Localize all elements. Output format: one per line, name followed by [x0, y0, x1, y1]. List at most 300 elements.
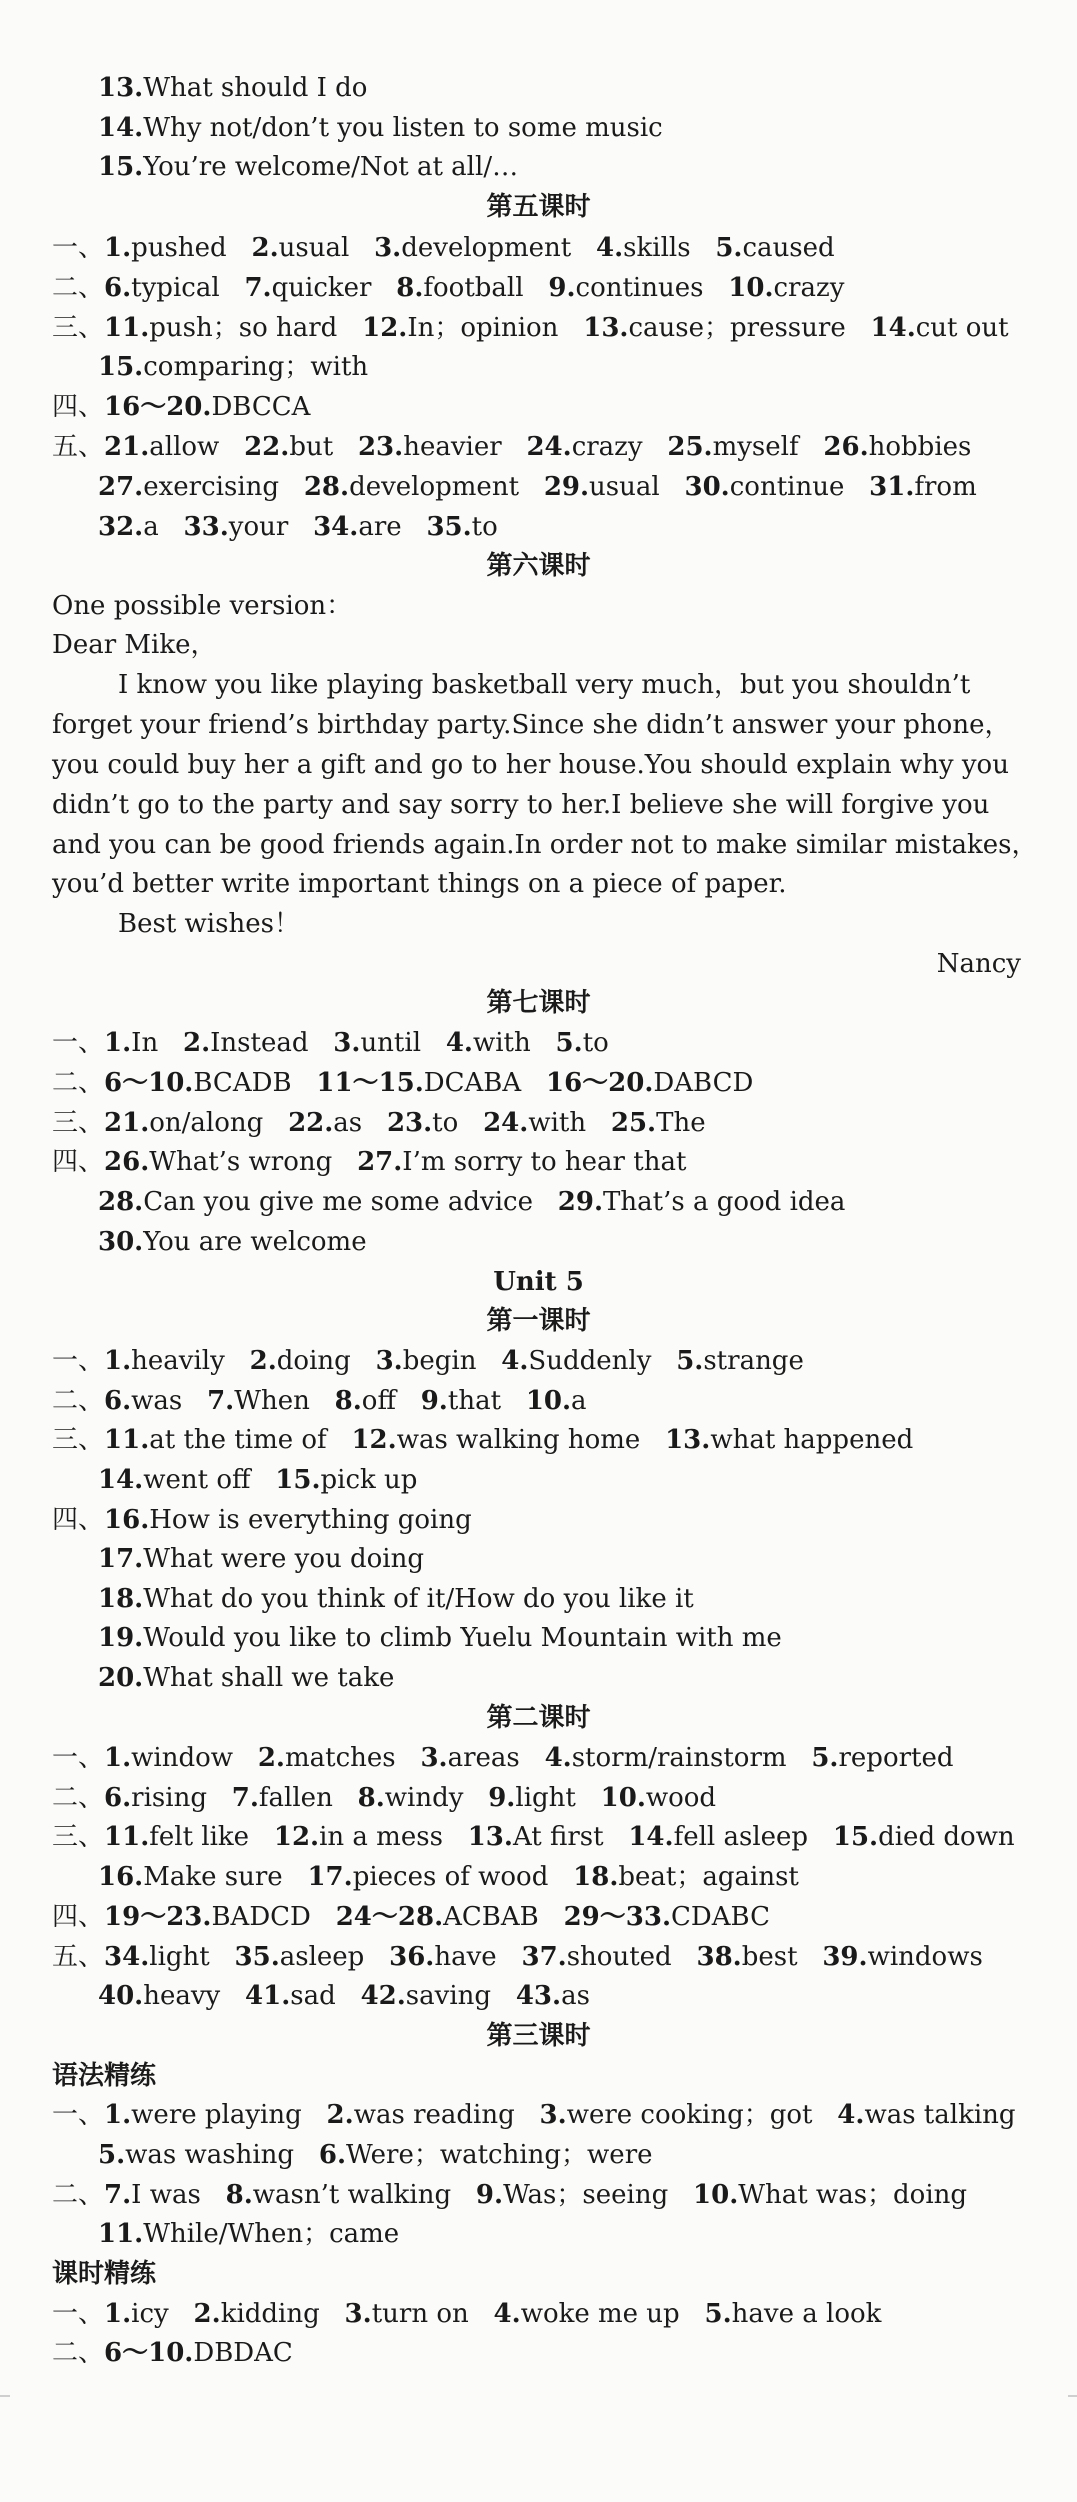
- answer-line: [98, 1583, 694, 1615]
- section-number: 三、: [52, 1108, 105, 1138]
- answer-line: [52, 391, 310, 423]
- answer-text: your: [228, 512, 314, 542]
- question-number: 7.: [104, 2180, 132, 2210]
- answer-line: [52, 312, 1009, 344]
- question-number: 9.: [488, 1783, 516, 1813]
- section-number: 二、: [52, 1386, 105, 1416]
- answer-text: At first: [512, 1822, 629, 1852]
- answer-line: [52, 1385, 587, 1417]
- answer-line: [98, 1543, 424, 1575]
- answer-text: Were；watching；were: [346, 2140, 653, 2170]
- answer-line: [98, 1622, 782, 1654]
- question-number: 12.: [273, 1822, 320, 1852]
- question-number: 2.: [182, 1028, 211, 1058]
- answer-text: doing: [276, 1346, 376, 1376]
- answer-text: What’s wrong: [149, 1147, 358, 1177]
- question-number: 14.: [628, 1822, 674, 1852]
- question-number: 10.: [525, 1386, 572, 1416]
- question-number: 24～28.: [335, 1902, 444, 1932]
- question-number: 14.: [98, 113, 144, 143]
- question-number: 28.: [303, 472, 350, 502]
- answer-text: until: [360, 1028, 446, 1058]
- answer-text: beat；against: [618, 1862, 799, 1892]
- answer-text: comparing；with: [143, 352, 369, 382]
- answer-line: [98, 112, 663, 144]
- question-number: 14.: [98, 1465, 144, 1495]
- scan-edge-mark: [0, 2395, 10, 2397]
- question-number: 2.: [257, 1743, 285, 1773]
- question-number: 8.: [334, 1386, 362, 1416]
- question-number: 30.: [98, 1227, 144, 1257]
- answer-text: hobbies: [868, 432, 972, 462]
- essay-line: and you can be good friends again.In order not to make similar mistakes，: [52, 830, 1038, 860]
- answer-text: reported: [838, 1743, 954, 1773]
- answer-text: off: [361, 1386, 421, 1416]
- section-number: 二、: [52, 2180, 105, 2210]
- question-number: 12.: [351, 1425, 397, 1455]
- question-number: 29.: [557, 1187, 604, 1217]
- answer-line: [98, 511, 498, 543]
- answer-text: ACBAB: [443, 1902, 564, 1932]
- answer-text: have a look: [731, 2299, 882, 2329]
- question-number: 7.: [207, 1386, 235, 1416]
- answer-text: Suddenly: [528, 1346, 677, 1376]
- answer-text: a: [571, 1386, 587, 1416]
- essay-greeting: Dear Mike，: [52, 630, 217, 660]
- question-number: 25.: [667, 432, 713, 462]
- answer-text: BADCD: [211, 1902, 336, 1932]
- answer-text: icy: [131, 2299, 194, 2329]
- answer-line: [52, 1742, 954, 1774]
- answer-line: [52, 2099, 1016, 2131]
- answer-text: fallen: [258, 1783, 358, 1813]
- question-number: 8.: [357, 1783, 385, 1813]
- question-number: 36.: [389, 1942, 435, 1972]
- question-number: 5.: [704, 2299, 732, 2329]
- question-number: 3.: [539, 2100, 567, 2130]
- answer-line: [98, 1464, 417, 1496]
- answer-text: crazy: [773, 273, 845, 303]
- answer-text: but: [289, 432, 358, 462]
- answer-text: with: [528, 1108, 611, 1138]
- answer-text: What was；doing: [738, 2180, 968, 2210]
- answer-text: caused: [742, 233, 835, 263]
- question-number: 23.: [386, 1108, 433, 1138]
- answer-line: [98, 2218, 399, 2250]
- answer-line: [98, 471, 977, 503]
- answer-line: [52, 2298, 881, 2330]
- essay-line: you’d better write important things on a piece of paper.: [52, 869, 787, 899]
- scan-edge-mark: [1068, 2395, 1077, 2397]
- section-number: 三、: [52, 1822, 105, 1852]
- question-number: 18.: [573, 1862, 619, 1892]
- answer-text: Instead: [210, 1028, 334, 1058]
- question-number: 8.: [225, 2180, 253, 2210]
- answer-line: [52, 2337, 293, 2369]
- answer-text: best: [741, 1942, 823, 1972]
- answer-text: from: [914, 472, 977, 502]
- question-number: 1.: [104, 1743, 132, 1773]
- answer-line: [98, 1186, 845, 1218]
- subsection-heading: 课时精练: [52, 2259, 157, 2289]
- answer-text: as: [333, 1108, 387, 1138]
- answer-text: storm/rainstorm: [571, 1743, 812, 1773]
- question-number: 15.: [832, 1822, 879, 1852]
- essay-line: forget your friend’s birthday party.Since she didn’t answer your phone，: [52, 710, 1011, 740]
- answer-text: crazy: [571, 432, 668, 462]
- section-number: 四、: [52, 1505, 105, 1535]
- answer-text: development: [349, 472, 544, 502]
- question-number: 10.: [728, 273, 774, 303]
- section-number: 二、: [52, 273, 105, 303]
- question-number: 16.: [98, 1862, 144, 1892]
- answer-text: died down: [878, 1822, 1015, 1852]
- question-number: 5.: [555, 1028, 583, 1058]
- section-heading: 第六课时: [486, 551, 591, 581]
- question-number: 1.: [104, 233, 132, 263]
- question-number: 6.: [104, 273, 132, 303]
- answer-text: continues: [575, 273, 729, 303]
- question-number: 38.: [696, 1942, 742, 1972]
- answer-line: [52, 1146, 686, 1178]
- question-number: 21.: [104, 432, 150, 462]
- answer-text: While/When；came: [143, 2219, 400, 2249]
- question-number: 4.: [837, 2100, 865, 2130]
- question-number: 17.: [307, 1862, 353, 1892]
- answer-text: Why not/don’t you listen to some music: [143, 113, 663, 143]
- answer-text: CDABC: [671, 1902, 770, 1932]
- question-number: 4.: [445, 1028, 473, 1058]
- answer-text: was: [131, 1386, 208, 1416]
- question-number: 43.: [515, 1981, 562, 2011]
- essay-signature: Nancy: [936, 949, 1021, 979]
- question-number: 12.: [362, 313, 408, 343]
- answer-text: on/along: [149, 1108, 289, 1138]
- question-number: 30.: [684, 472, 730, 502]
- answer-line: [98, 151, 518, 183]
- answer-text: I was: [131, 2180, 226, 2210]
- answer-text: What shall we take: [143, 1663, 395, 1693]
- answer-text: cut out: [915, 313, 1009, 343]
- section-number: 一、: [52, 1346, 105, 1376]
- question-number: 5.: [98, 2140, 126, 2170]
- section-number: 三、: [52, 313, 105, 343]
- unit-heading: Unit 5: [493, 1267, 584, 1297]
- question-number: 42.: [360, 1981, 406, 2011]
- question-number: 35.: [234, 1942, 280, 1972]
- section-number: 一、: [52, 233, 105, 263]
- section-number: 三、: [52, 1425, 105, 1455]
- question-number: 27.: [357, 1147, 403, 1177]
- answer-text: DABCD: [653, 1068, 754, 1098]
- question-number: 14.: [870, 313, 916, 343]
- question-number: 7.: [231, 1783, 259, 1813]
- question-number: 9.: [420, 1386, 448, 1416]
- question-number: 20.: [98, 1663, 144, 1693]
- essay-intro: One possible version：: [52, 591, 353, 621]
- answer-line: [98, 1662, 394, 1694]
- answer-line: [52, 431, 971, 463]
- question-number: 24.: [526, 432, 572, 462]
- question-number: 15.: [98, 152, 144, 182]
- question-number: 3.: [344, 2299, 372, 2329]
- answer-text: pick up: [320, 1465, 418, 1495]
- answer-text: with: [472, 1028, 556, 1058]
- question-number: 5.: [676, 1346, 704, 1376]
- answer-line: [52, 1424, 913, 1456]
- question-number: 10.: [600, 1783, 646, 1813]
- answer-text: window: [131, 1743, 258, 1773]
- question-number: 11.: [104, 1425, 150, 1455]
- answer-text: Would you like to climb Yuelu Mountain with me: [143, 1623, 782, 1653]
- question-number: 19.: [98, 1623, 144, 1653]
- answer-line: [52, 1782, 716, 1814]
- answer-text: light: [149, 1942, 235, 1972]
- answer-text: was reading: [353, 2100, 540, 2130]
- answer-text: In；opinion: [407, 313, 584, 343]
- question-number: 2.: [326, 2100, 354, 2130]
- question-number: 5.: [715, 233, 743, 263]
- section-number: 四、: [52, 392, 105, 422]
- answer-text: football: [423, 273, 549, 303]
- question-number: 28.: [98, 1187, 144, 1217]
- answer-text: The: [656, 1108, 706, 1138]
- answer-text: rising: [131, 1783, 232, 1813]
- answer-line: [52, 272, 844, 304]
- answer-text: Make sure: [143, 1862, 308, 1892]
- answer-line: [52, 1345, 804, 1377]
- answer-text: In: [131, 1028, 183, 1058]
- question-number: 6～10.: [104, 2338, 194, 2368]
- question-number: 5.: [811, 1743, 839, 1773]
- answer-text: to: [582, 1028, 609, 1058]
- answer-text: light: [515, 1783, 601, 1813]
- answer-line: [52, 1027, 609, 1059]
- question-number: 4.: [493, 2299, 521, 2329]
- question-number: 16.: [104, 1505, 150, 1535]
- question-number: 29～33.: [563, 1902, 671, 1932]
- answer-text: DBDAC: [193, 2338, 293, 2368]
- section-number: 四、: [52, 1147, 105, 1177]
- answer-text: a: [143, 512, 184, 542]
- answer-line: [52, 232, 835, 264]
- question-number: 23.: [357, 432, 404, 462]
- question-number: 6.: [104, 1783, 132, 1813]
- answer-text: usual: [278, 233, 375, 263]
- answer-text: at the time of: [149, 1425, 352, 1455]
- answer-text: sad: [290, 1981, 361, 2011]
- answer-text: wasn’t walking: [252, 2180, 476, 2210]
- answer-text: begin: [402, 1346, 502, 1376]
- answer-text: heavy: [143, 1981, 246, 2011]
- answer-text: was walking home: [396, 1425, 666, 1455]
- answer-text: exercising: [143, 472, 304, 502]
- essay-line: I know you like playing basketball very much，but you shouldn’t: [118, 670, 971, 700]
- question-number: 1.: [104, 1346, 132, 1376]
- answer-text: wood: [645, 1783, 717, 1813]
- answer-line: [98, 351, 368, 383]
- section-number: 二、: [52, 1068, 105, 1098]
- question-number: 22.: [244, 432, 290, 462]
- answer-text: that: [447, 1386, 526, 1416]
- question-number: 11.: [98, 2219, 144, 2249]
- section-number: 四、: [52, 1902, 105, 1932]
- answer-text: saving: [405, 1981, 516, 2011]
- question-number: 34.: [313, 512, 359, 542]
- answer-text: are: [358, 512, 427, 542]
- question-number: 13.: [665, 1425, 711, 1455]
- essay-line: didn’t go to the party and say sorry to her.I believe she will forgive you: [52, 790, 990, 820]
- answer-line: [52, 1504, 472, 1536]
- answer-text: went off: [143, 1465, 276, 1495]
- question-number: 3.: [420, 1743, 448, 1773]
- answer-line: [98, 72, 367, 104]
- answer-text: skills: [623, 233, 716, 263]
- answer-text: quicker: [271, 273, 397, 303]
- section-number: 一、: [52, 2299, 105, 2329]
- answer-text: have: [434, 1942, 522, 1972]
- answer-text: BCADB: [193, 1068, 317, 1098]
- question-number: 15.: [98, 352, 144, 382]
- answer-line: [52, 1941, 983, 1973]
- answer-text: windows: [867, 1942, 983, 1972]
- section-number: 五、: [52, 432, 105, 462]
- question-number: 24.: [483, 1108, 529, 1138]
- answer-text: continue: [729, 472, 870, 502]
- answer-text: cause；pressure: [628, 313, 871, 343]
- section-heading: 第五课时: [486, 192, 591, 222]
- answer-text: to: [471, 512, 498, 542]
- question-number: 31.: [869, 472, 915, 502]
- question-number: 32.: [98, 512, 144, 542]
- answer-text: Was；seeing: [503, 2180, 694, 2210]
- answer-line: [52, 2179, 967, 2211]
- question-number: 6.: [318, 2140, 347, 2170]
- question-number: 6.: [104, 1386, 132, 1416]
- question-number: 26.: [823, 432, 869, 462]
- answer-text: felt like: [149, 1822, 274, 1852]
- question-number: 37.: [521, 1942, 567, 1972]
- answer-text: usual: [589, 472, 685, 502]
- question-number: 40.: [98, 1981, 144, 2011]
- question-number: 4.: [501, 1346, 529, 1376]
- question-number: 1.: [104, 2299, 132, 2329]
- question-number: 29.: [543, 472, 590, 502]
- section-number: 二、: [52, 2338, 105, 2368]
- question-number: 1.: [104, 1028, 132, 1058]
- answer-text: How is everything going: [149, 1505, 472, 1535]
- section-number: 一、: [52, 1028, 105, 1058]
- answer-text: DCABA: [423, 1068, 546, 1098]
- question-number: 13.: [98, 73, 144, 103]
- question-number: 16～20.: [545, 1068, 654, 1098]
- answer-text: pieces of wood: [352, 1862, 574, 1892]
- answer-text: woke me up: [520, 2299, 705, 2329]
- answer-text: windy: [384, 1783, 489, 1813]
- question-number: 10.: [693, 2180, 739, 2210]
- question-number: 35.: [426, 512, 472, 542]
- answer-text: turn on: [371, 2299, 494, 2329]
- section-number: 一、: [52, 1743, 105, 1773]
- question-number: 3.: [333, 1028, 361, 1058]
- question-number: 17.: [98, 1544, 144, 1574]
- answer-text: was washing: [125, 2140, 319, 2170]
- question-number: 3.: [374, 233, 402, 263]
- section-number: 五、: [52, 1942, 105, 1972]
- answer-text: You are welcome: [143, 1227, 367, 1257]
- answer-text: That’s a good idea: [603, 1187, 846, 1217]
- answer-line: [52, 1821, 1015, 1853]
- essay-closing: Best wishes！: [118, 909, 300, 939]
- section-heading: 第二课时: [486, 1703, 591, 1733]
- answer-text: was talking: [864, 2100, 1016, 2130]
- question-number: 13.: [467, 1822, 513, 1852]
- essay-line: you could buy her a gift and go to her house.You should explain why you: [52, 750, 1009, 780]
- question-number: 1.: [104, 2100, 132, 2130]
- question-number: 9.: [548, 273, 576, 303]
- section-heading: 第一课时: [486, 1306, 591, 1336]
- question-number: 4.: [544, 1743, 572, 1773]
- section-number: 二、: [52, 1783, 105, 1813]
- question-number: 18.: [98, 1584, 144, 1614]
- answer-text: What were you doing: [143, 1544, 424, 1574]
- answer-text: strange: [703, 1346, 804, 1376]
- answer-line: [52, 1067, 753, 1099]
- question-number: 26.: [104, 1147, 150, 1177]
- answer-text: heavily: [131, 1346, 250, 1376]
- answer-text: When: [234, 1386, 335, 1416]
- answer-text: asleep: [279, 1942, 390, 1972]
- answer-text: Can you give me some advice: [143, 1187, 558, 1217]
- question-number: 4.: [596, 233, 624, 263]
- question-number: 27.: [98, 472, 144, 502]
- question-number: 21.: [104, 1108, 150, 1138]
- answer-line: [98, 1861, 799, 1893]
- answer-text: What do you think of it/How do you like it: [143, 1584, 694, 1614]
- answer-text: push；so hard: [149, 313, 363, 343]
- answer-line: [98, 1980, 590, 2012]
- answer-text: areas: [447, 1743, 545, 1773]
- question-number: 13.: [583, 313, 629, 343]
- answer-line: [52, 1107, 706, 1139]
- question-number: 7.: [244, 273, 272, 303]
- answer-text: were cooking；got: [566, 2100, 838, 2130]
- question-number: 11～15.: [316, 1068, 424, 1098]
- answer-text: shouted: [566, 1942, 697, 1972]
- answer-line: [98, 1226, 367, 1258]
- question-number: 9.: [475, 2180, 504, 2210]
- question-number: 39.: [822, 1942, 868, 1972]
- question-number: 22.: [288, 1108, 334, 1138]
- answer-text: kidding: [220, 2299, 345, 2329]
- answer-text: allow: [149, 432, 245, 462]
- answer-text: fell asleep: [673, 1822, 833, 1852]
- question-number: 34.: [104, 1942, 150, 1972]
- answer-text: as: [561, 1981, 590, 2011]
- question-number: 41.: [245, 1981, 291, 2011]
- answer-text: what happened: [710, 1425, 914, 1455]
- answer-text: matches: [285, 1743, 421, 1773]
- answer-text: heavier: [403, 432, 527, 462]
- answer-text: pushed: [131, 233, 252, 263]
- answer-text: DBCCA: [211, 392, 311, 422]
- question-number: 33.: [183, 512, 229, 542]
- answer-text: development: [401, 233, 596, 263]
- answer-line: [98, 2139, 653, 2171]
- answer-text: myself: [712, 432, 824, 462]
- answer-line: [52, 1901, 770, 1933]
- question-number: 16～20.: [104, 392, 212, 422]
